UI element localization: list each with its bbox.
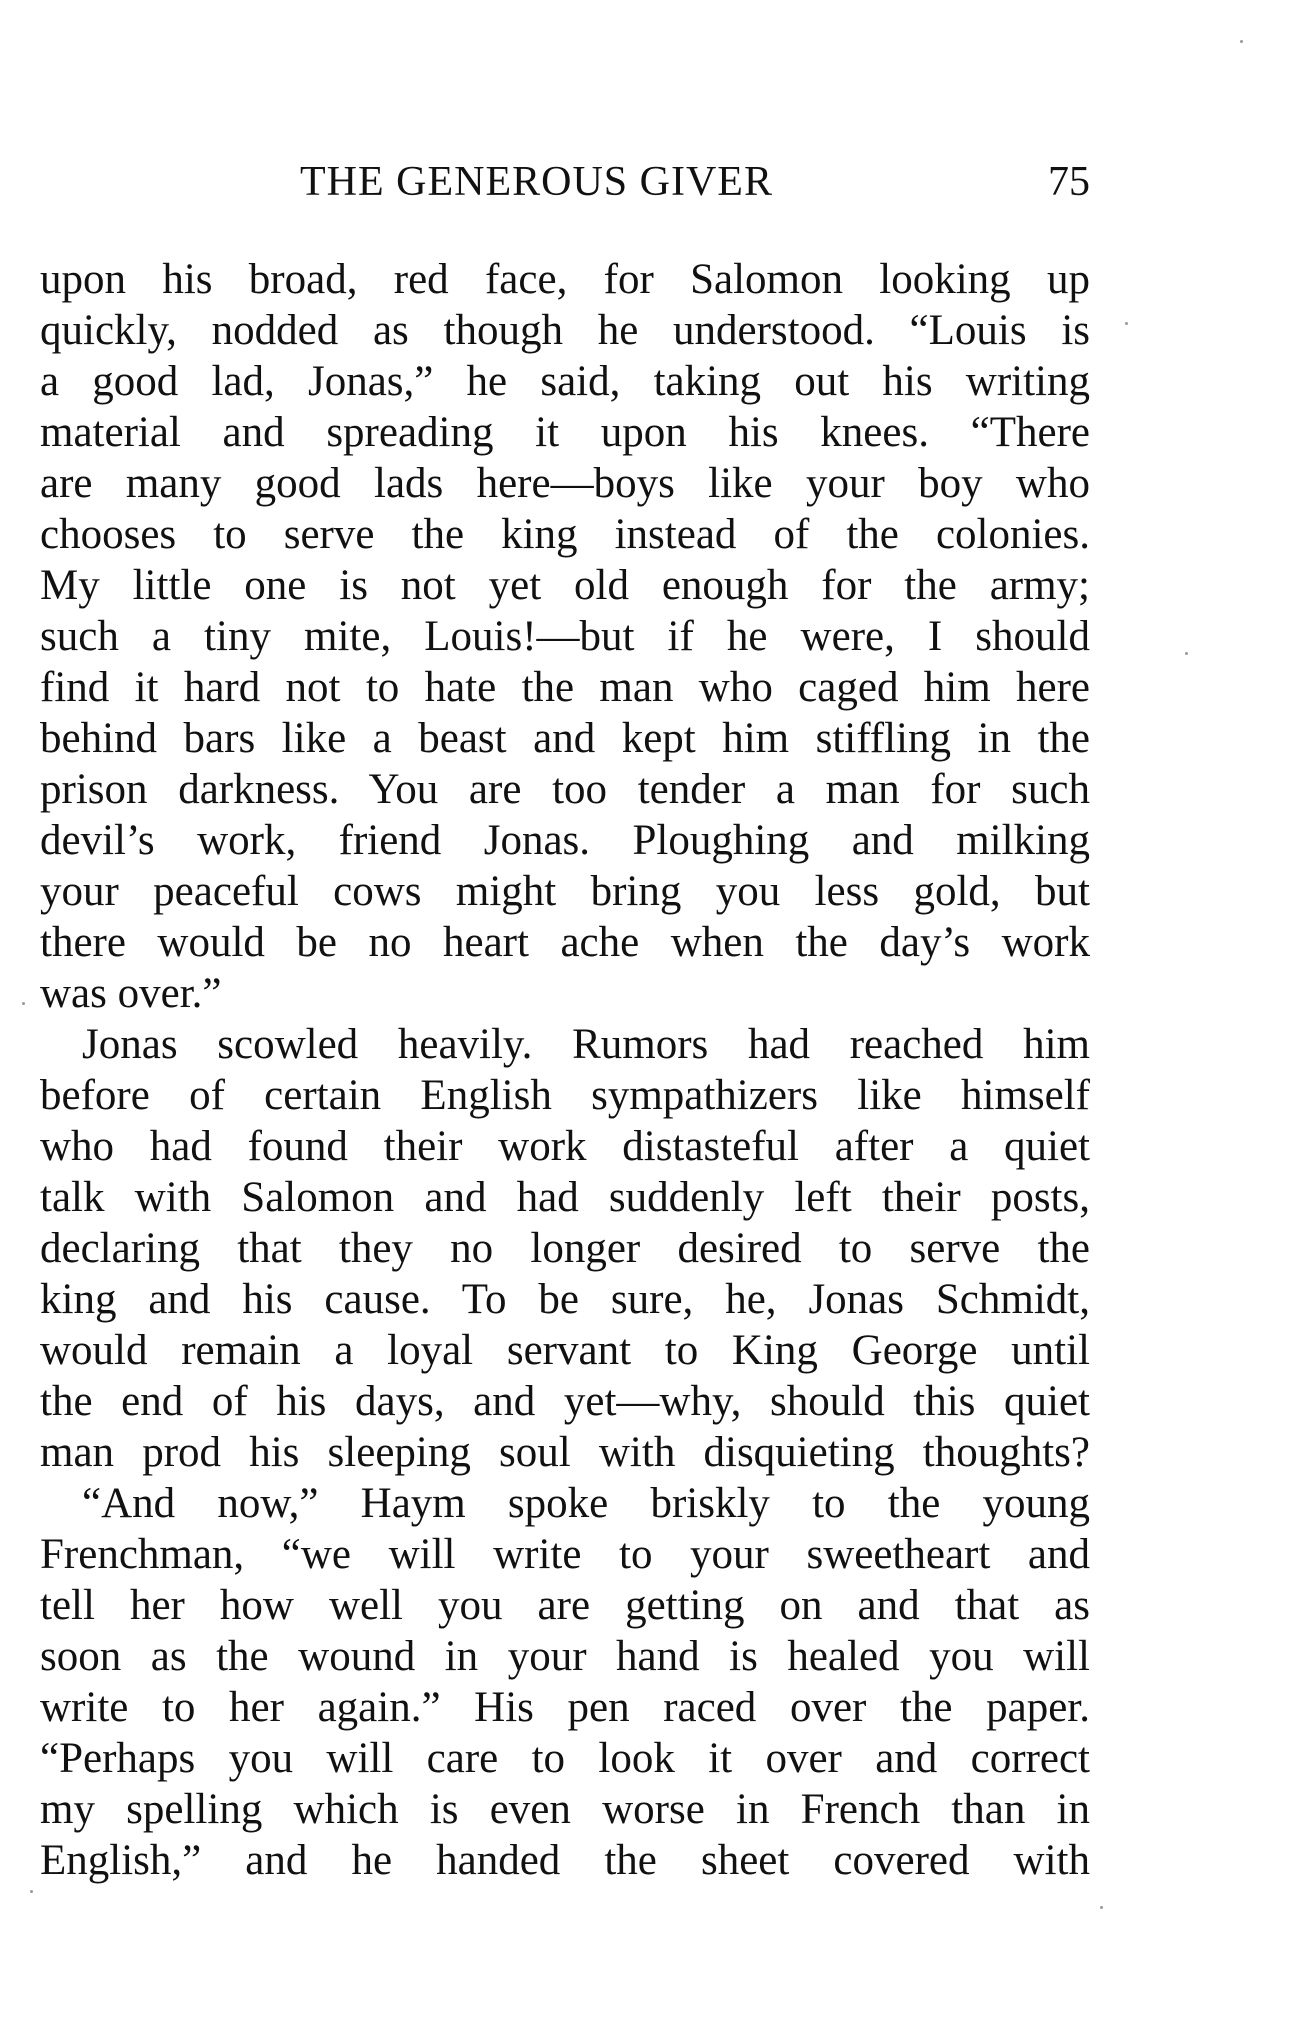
running-title: THE GENEROUS GIVER <box>300 159 773 205</box>
text-line: such a tiny mite, Louis!—but if he were, I should <box>40 613 1090 660</box>
text-line: quickly, nodded as though he understood. “Louis is <box>40 307 1090 354</box>
scan-speck <box>1125 322 1128 325</box>
text-line: king and his cause. To be sure, he, Jonas Schmidt, <box>40 1276 1090 1323</box>
text-line: my spelling which is even worse in French than in <box>40 1786 1090 1833</box>
text-line: My little one is not yet old enough for the army; <box>40 562 1090 609</box>
text-line: behind bars like a beast and kept him stiffling in the <box>40 715 1090 762</box>
text-line: material and spreading it upon his knees. “There <box>40 409 1090 456</box>
text-line: tell her how well you are getting on and that as <box>40 1582 1090 1629</box>
text-line: the end of his days, and yet—why, should this quiet <box>40 1378 1090 1425</box>
text-line: “And now,” Haym spoke briskly to the young <box>82 1480 1090 1527</box>
text-line: devil’s work, friend Jonas. Ploughing and milking <box>40 817 1090 864</box>
text-line: was over.” <box>40 970 222 1017</box>
text-line: would remain a loyal servant to King George until <box>40 1327 1090 1374</box>
page-number: 75 <box>1048 159 1090 205</box>
scan-speck <box>1185 652 1188 655</box>
text-line: Frenchman, “we will write to your sweetheart and <box>40 1531 1090 1578</box>
text-line: a good lad, Jonas,” he said, taking out his writing <box>40 358 1090 405</box>
text-line: there would be no heart ache when the day’s work <box>40 919 1090 966</box>
scan-speck <box>1240 40 1243 43</box>
text-line: who had found their work distasteful after a quiet <box>40 1123 1090 1170</box>
text-line: talk with Salomon and had suddenly left their posts, <box>40 1174 1090 1221</box>
text-line: are many good lads here—boys like your boy who <box>40 460 1090 507</box>
text-line: before of certain English sympathizers like himself <box>40 1072 1090 1119</box>
text-line: man prod his sleeping soul with disquieting thoughts? <box>40 1429 1090 1476</box>
text-line: Jonas scowled heavily. Rumors had reached him <box>82 1021 1090 1068</box>
text-line: write to her again.” His pen raced over the paper. <box>40 1684 1090 1731</box>
text-line: “Perhaps you will care to look it over and correct <box>40 1735 1090 1782</box>
text-line: English,” and he handed the sheet covered with <box>40 1837 1090 1884</box>
scan-speck <box>22 1002 25 1005</box>
text-line: soon as the wound in your hand is healed you will <box>40 1633 1090 1680</box>
text-line: upon his broad, red face, for Salomon looking up <box>40 256 1090 303</box>
text-line: your peaceful cows might bring you less gold, but <box>40 868 1090 915</box>
text-line: find it hard not to hate the man who caged him here <box>40 664 1090 711</box>
scan-speck <box>30 1890 33 1893</box>
text-line: prison darkness. You are too tender a man for such <box>40 766 1090 813</box>
body-text <box>40 254 1090 1886</box>
scan-speck <box>1100 1906 1103 1909</box>
text-line: chooses to serve the king instead of the colonies. <box>40 511 1090 558</box>
text-line: declaring that they no longer desired to serve the <box>40 1225 1090 1272</box>
running-header <box>40 158 1090 218</box>
